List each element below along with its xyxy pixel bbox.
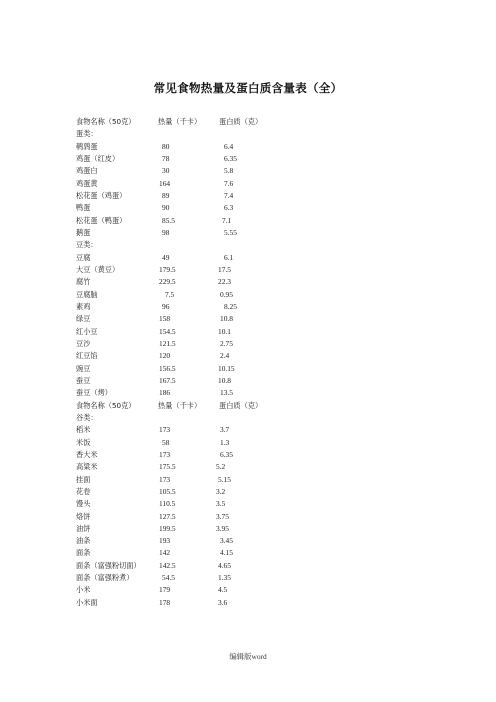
heat-cell: 89 [162, 190, 170, 200]
heat-cell: 49 [162, 252, 170, 262]
heat-cell: 175.5 [159, 462, 176, 472]
protein-cell: 10.15 [218, 363, 235, 373]
table-row [76, 523, 336, 535]
protein-cell: 0.95 [220, 289, 233, 299]
food-name-cell: 红小豆 [76, 326, 98, 336]
table-row [76, 141, 336, 153]
food-name-cell: 油条 [76, 536, 91, 546]
protein-cell: 22.3 [218, 277, 231, 287]
food-name-cell: 鸡蛋（红皮） [76, 153, 120, 163]
heat-cell: 78 [162, 153, 170, 163]
food-name-cell: 鸭蛋 [76, 203, 91, 213]
protein-cell: 2.4 [220, 351, 230, 361]
heat-cell: 30 [162, 166, 170, 176]
food-name-cell: 米饭 [76, 437, 91, 447]
protein-cell: 6.35 [220, 449, 233, 459]
food-name-cell: 鹌鹑蛋 [76, 141, 98, 151]
heat-cell: 186 [159, 388, 171, 398]
heat-cell: 98 [162, 227, 170, 237]
table-row [76, 178, 336, 190]
food-name-cell: 小米面 [76, 597, 98, 607]
food-name-cell: 油饼 [76, 523, 91, 533]
table-row [76, 313, 336, 325]
protein-cell: 13.5 [220, 388, 233, 398]
food-name-cell: 大豆（黄豆） [76, 264, 120, 274]
food-name-cell: 鸡蛋黄 [76, 178, 98, 188]
table-row [76, 560, 336, 572]
protein-cell: 2.75 [220, 338, 233, 348]
table-row [76, 276, 336, 288]
heat-cell: 58 [162, 437, 170, 447]
table-row [76, 437, 336, 449]
category-row [76, 128, 336, 140]
heat-cell: 193 [159, 536, 171, 546]
food-name-cell: 蚕豆（烤） [76, 388, 112, 398]
table-row [76, 363, 336, 375]
food-name-cell: 稻米 [76, 425, 91, 435]
food-name-cell: 小米 [76, 585, 91, 595]
food-name-cell: 烙饼 [76, 511, 91, 521]
protein-cell: 7.4 [224, 190, 234, 200]
heat-cell: 179 [159, 585, 171, 595]
heat-cell: 96 [162, 301, 170, 311]
heat-cell: 173 [159, 474, 171, 484]
table-row [76, 461, 336, 473]
protein-cell: 10.8 [220, 314, 233, 324]
protein-cell: 3.7 [220, 425, 230, 435]
protein-cell: 3.6 [218, 597, 228, 607]
food-name-cell: 素鸡 [76, 301, 91, 311]
protein-cell: 3.75 [216, 511, 229, 521]
protein-cell: 6.35 [224, 153, 237, 163]
food-name-cell: 面条（富强粉煮） [76, 573, 134, 583]
table-row [76, 424, 336, 436]
table-row [76, 350, 336, 362]
protein-cell: 3.45 [220, 536, 233, 546]
table-row [76, 153, 336, 165]
protein-column-header: 蛋白质（克） [219, 400, 263, 410]
table-row [76, 252, 336, 264]
protein-cell: 3.2 [216, 486, 226, 496]
heat-cell: 121.5 [159, 338, 176, 348]
food-name-cell: 豆沙 [76, 338, 91, 348]
food-name-cell: 挂面 [76, 474, 91, 484]
table-row [76, 165, 336, 177]
heat-cell: 173 [159, 425, 171, 435]
protein-cell: 6.3 [224, 203, 234, 213]
table-row [76, 215, 336, 227]
protein-cell: 3.95 [216, 523, 229, 533]
food-name-cell: 绿豆 [76, 314, 91, 324]
heat-cell: 167.5 [159, 375, 176, 385]
food-name-cell: 面条 [76, 548, 91, 558]
food-name-cell: 高粱米 [76, 462, 98, 472]
table-row [76, 498, 336, 510]
heat-cell: 105.5 [159, 486, 176, 496]
heat-cell: 199.5 [159, 523, 176, 533]
table-row [76, 535, 336, 547]
heat-cell: 158 [159, 314, 171, 324]
food-name-cell: 豆腐脑 [76, 289, 98, 299]
heat-cell: 164 [159, 178, 171, 188]
heat-cell: 229.5 [159, 277, 176, 287]
protein-column-header: 蛋白质（克） [219, 117, 263, 126]
table-row [76, 289, 336, 301]
protein-cell: 6.1 [224, 252, 234, 262]
protein-cell: 5.55 [224, 227, 237, 237]
table-row [76, 474, 336, 486]
protein-cell: 4.15 [220, 548, 233, 558]
heat-column-header: 热量（千卡） [158, 117, 202, 126]
table-row [76, 375, 336, 387]
protein-cell: 10.1 [218, 326, 231, 336]
heat-cell: 127.5 [159, 511, 176, 521]
table-row [76, 597, 336, 609]
heat-cell: 54.5 [162, 573, 175, 583]
food-name-cell: 豆腐 [76, 252, 91, 262]
heat-cell: 178 [159, 597, 171, 607]
protein-cell: 5.2 [216, 462, 226, 472]
table-row [76, 511, 336, 523]
protein-cell: 7.6 [224, 178, 234, 188]
food-name-cell: 食物名称（50克） [76, 400, 136, 410]
table-row [76, 202, 336, 214]
protein-cell: 1.35 [218, 573, 231, 583]
page-footer: 编辑版word [229, 652, 267, 661]
food-name-cell: 红豆馅 [76, 351, 98, 361]
heat-cell: 179.5 [159, 264, 176, 274]
heat-cell: 90 [162, 203, 170, 213]
table-header-row [76, 400, 336, 412]
protein-cell: 4.5 [218, 585, 228, 595]
food-table [76, 116, 336, 609]
heat-cell: 110.5 [159, 499, 176, 509]
heat-column-header: 热量（千卡） [158, 400, 202, 410]
category-label: 谷类： [76, 412, 98, 422]
protein-cell: 5.8 [224, 166, 234, 176]
table-row [76, 227, 336, 239]
protein-cell: 3.5 [216, 499, 226, 509]
protein-cell: 8.25 [224, 301, 237, 311]
food-name-cell: 松花蛋（鸭蛋） [76, 215, 127, 225]
heat-cell: 85.5 [162, 215, 175, 225]
table-row [76, 449, 336, 461]
food-name-cell: 松花蛋（鸡蛋） [76, 190, 127, 200]
table-row [76, 486, 336, 498]
heat-cell: 173 [159, 449, 171, 459]
heat-cell: 142.5 [159, 560, 176, 570]
food-name-cell: 腐竹 [76, 277, 91, 287]
table-row [76, 584, 336, 596]
category-label: 豆类： [76, 240, 98, 250]
heat-cell: 80 [162, 141, 170, 151]
food-name-cell: 鹅蛋 [76, 227, 91, 237]
table-row [76, 301, 336, 313]
heat-cell: 7.5 [165, 289, 175, 299]
food-name-cell: 面条（富强粉切面） [76, 560, 141, 570]
category-label: 蛋类： [76, 129, 98, 139]
heat-cell: 120 [159, 351, 171, 361]
protein-cell: 6.4 [224, 141, 234, 151]
food-name-cell: 馒头 [76, 499, 91, 509]
protein-cell: 5.15 [218, 474, 231, 484]
document-title: 常见食物热量及蛋白质含量表（全） [153, 81, 343, 95]
table-header-row [76, 116, 336, 128]
food-name-cell: 豌豆 [76, 363, 91, 373]
food-name-cell: 蚕豆 [76, 375, 91, 385]
table-row [76, 326, 336, 338]
table-row [76, 572, 336, 584]
protein-cell: 10.8 [218, 375, 231, 385]
protein-cell: 1.3 [220, 437, 230, 447]
category-row [76, 239, 336, 251]
protein-cell: 4.65 [218, 560, 231, 570]
table-row [76, 338, 336, 350]
table-row [76, 190, 336, 202]
table-row [76, 264, 336, 276]
heat-cell: 154.5 [159, 326, 176, 336]
protein-cell: 7.1 [222, 215, 232, 225]
protein-cell: 17.5 [218, 264, 231, 274]
food-name-cell: 鸡蛋白 [76, 166, 98, 176]
food-name-cell: 食物名称（50克） [76, 117, 136, 126]
heat-cell: 142 [159, 548, 171, 558]
heat-cell: 156.5 [159, 363, 176, 373]
category-row [76, 412, 336, 424]
table-row [76, 387, 336, 399]
food-name-cell: 香大米 [76, 449, 98, 459]
table-row [76, 547, 336, 559]
food-name-cell: 花卷 [76, 486, 91, 496]
